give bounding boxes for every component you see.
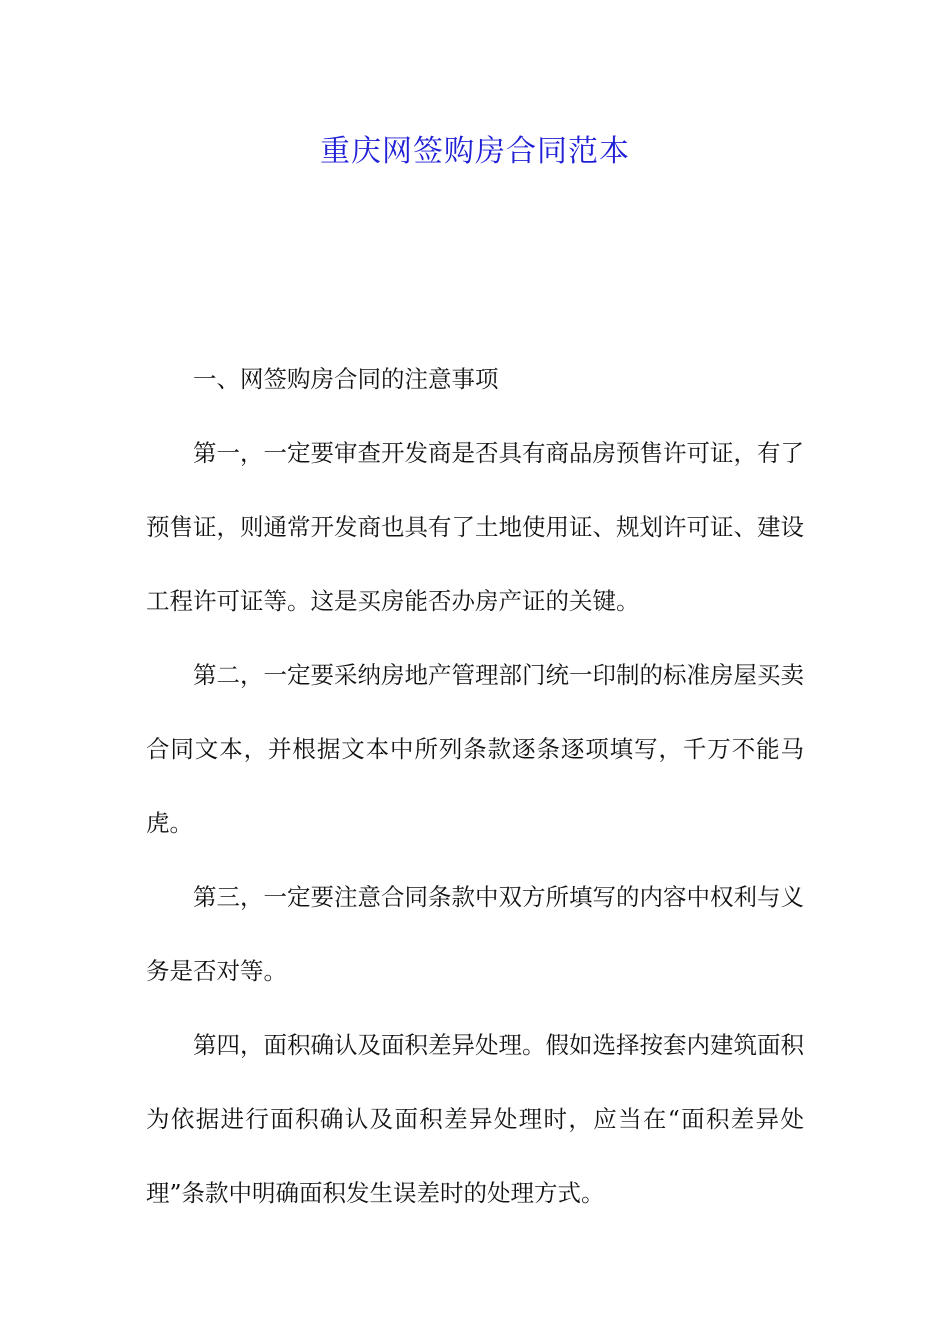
document-title: 重庆网签购房合同范本 (320, 134, 630, 169)
paragraph-fourth: 第四，面积确认及面积差异处理。假如选择按套内建筑面积为依据进行面积确认及面积差异处理时，应当在“面积差异处理”条款中明确面积发生误差时的处理方式。 (146, 1031, 804, 1207)
paragraph-second: 第二，一定要采纳房地产管理部门统一印制的标准房屋买卖合同文本，并根据文本中所列条款逐条逐项填写，千万不能马虎。 (146, 661, 804, 837)
document-body (146, 342, 804, 1230)
paragraph-first: 第一，一定要审查开发商是否具有商品房预售许可证，有了预售证，则通常开发商也具有了土地使用证、规划许可证、建设工程许可证等。这是买房能否办房产证的关键。 (146, 439, 804, 615)
paragraph-third: 第三，一定要注意合同条款中双方所填写的内容中权利与义务是否对等。 (146, 883, 804, 985)
section-heading: 一、网签购房合同的注意事项 (193, 365, 499, 393)
